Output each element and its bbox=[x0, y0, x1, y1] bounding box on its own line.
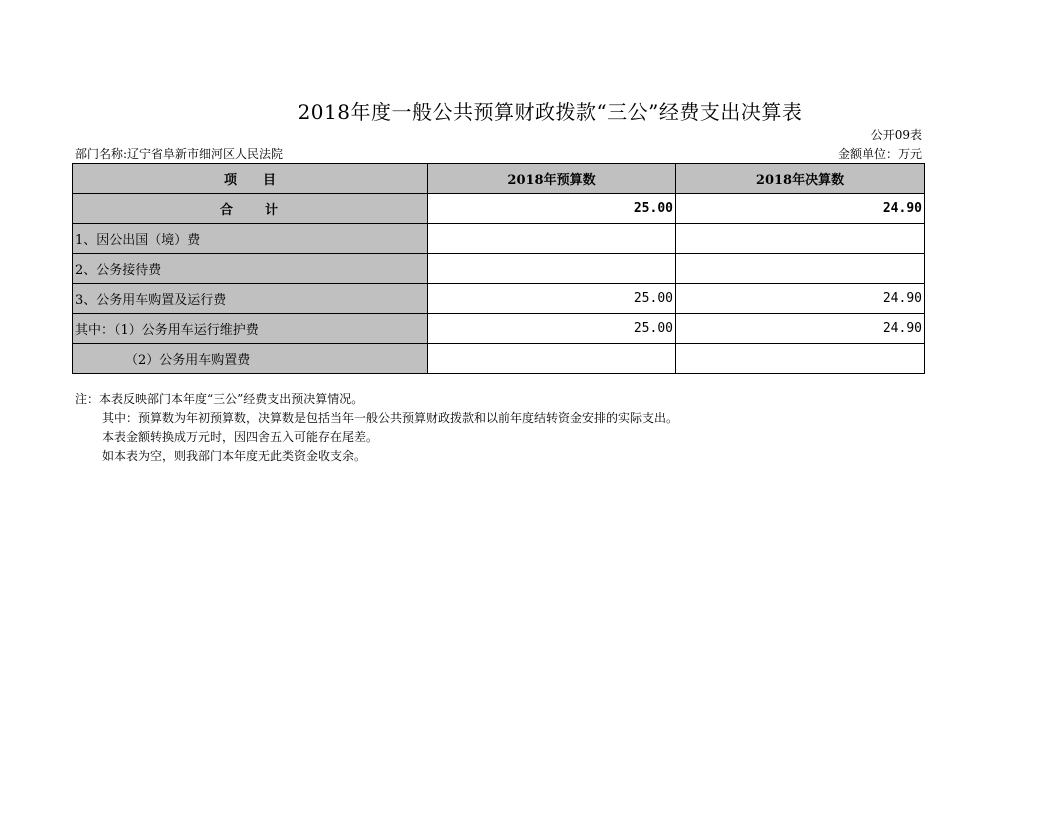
note-line: 本表金额转换成万元时，因四舍五入可能存在尾差。 bbox=[102, 430, 379, 444]
row-budget: 25.00 bbox=[428, 284, 676, 314]
row-budget bbox=[428, 344, 676, 374]
header-actual: 2018年决算数 bbox=[676, 164, 925, 194]
total-budget: 25.00 bbox=[428, 194, 676, 224]
table-row bbox=[73, 254, 925, 284]
row-label: 2、公务接待费 bbox=[73, 254, 428, 284]
header-budget: 2018年预算数 bbox=[428, 164, 676, 194]
total-label: 合 计 bbox=[73, 194, 428, 224]
row-budget: 25.00 bbox=[428, 314, 676, 344]
table-row bbox=[73, 314, 925, 344]
department-name: 部门名称:辽宁省阜新市细河区人民法院 bbox=[75, 147, 284, 161]
row-actual bbox=[676, 224, 925, 254]
row-label: 其中：（1）公务用车运行维护费 bbox=[73, 314, 428, 344]
row-actual bbox=[676, 254, 925, 284]
row-budget bbox=[428, 224, 676, 254]
table-row bbox=[73, 284, 925, 314]
row-budget bbox=[428, 254, 676, 284]
table-row bbox=[73, 224, 925, 254]
table-row bbox=[73, 344, 925, 374]
expense-table bbox=[72, 163, 925, 374]
row-actual bbox=[676, 344, 925, 374]
row-label: 1、因公出国（境）费 bbox=[73, 224, 428, 254]
note-line: 如本表为空，则我部门本年度无此类资金收支余。 bbox=[102, 449, 367, 463]
header-item: 项 目 bbox=[73, 164, 428, 194]
form-code: 公开09表 bbox=[870, 128, 922, 142]
note-line: 其中：预算数为年初预算数，决算数是包括当年一般公共预算财政拨款和以前年度结转资金安排的实际支出。 bbox=[102, 411, 679, 425]
note-line: 注：本表反映部门本年度“三公”经费支出预决算情况。 bbox=[75, 392, 364, 406]
row-actual: 24.90 bbox=[676, 284, 925, 314]
row-label: 3、公务用车购置及运行费 bbox=[73, 284, 428, 314]
table-header-row bbox=[73, 164, 925, 194]
row-label: （2）公务用车购置费 bbox=[73, 344, 428, 374]
notes bbox=[75, 390, 678, 466]
total-actual: 24.90 bbox=[676, 194, 925, 224]
row-actual: 24.90 bbox=[676, 314, 925, 344]
table-row-total bbox=[73, 194, 925, 224]
page-title: 2018年度一般公共预算财政拨款“三公”经费支出决算表 bbox=[297, 100, 803, 124]
amount-unit: 金额单位：万元 bbox=[837, 147, 922, 161]
